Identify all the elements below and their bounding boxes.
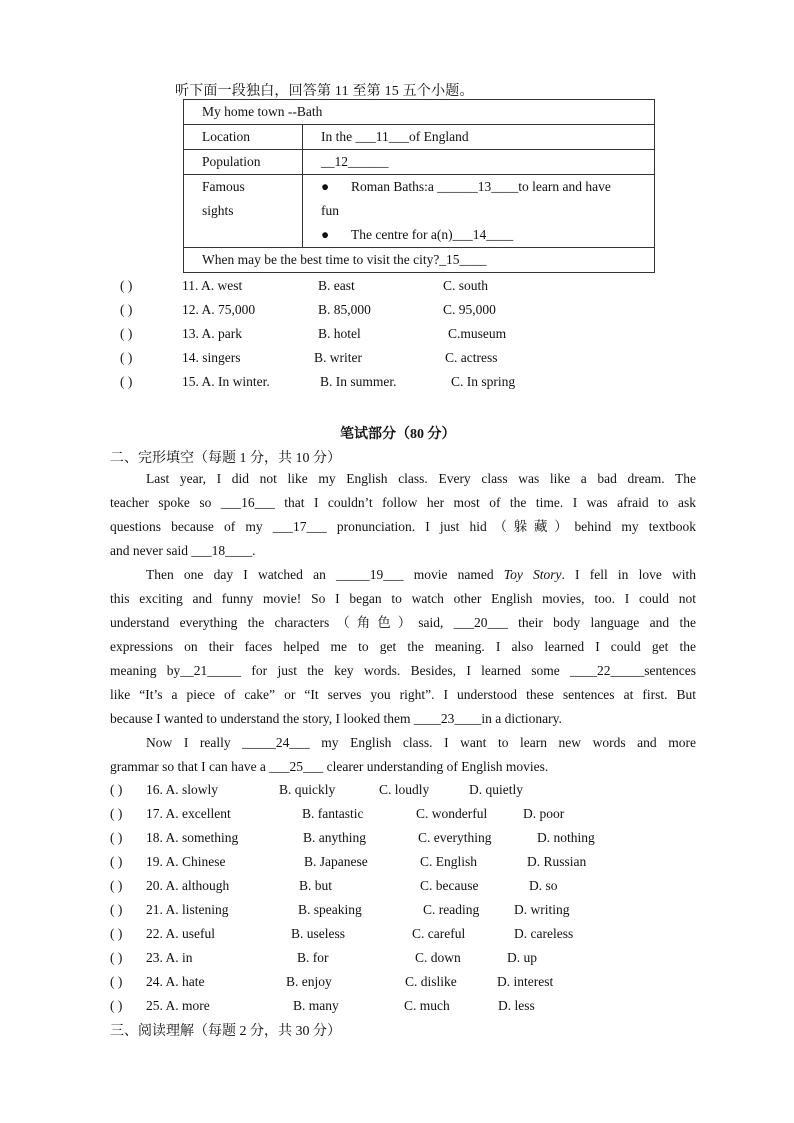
option-c: C. wonderful [416,806,488,821]
option-c: C. careful [412,926,466,941]
option-d: D. quietly [469,782,523,797]
option-b: B. writer [314,350,362,365]
answer-blank[interactable]: ( ) [110,926,123,941]
option-d: D. nothing [537,830,595,845]
option-d: D. interest [497,974,554,989]
passage-line: like “It’s a piece of cake” or “It serves you right”. I understood these sentences at first. But [110,687,696,702]
option-b: B. In summer. [320,374,397,389]
option-c: C. everything [418,830,492,845]
p2-end: . I fell in love with [561,567,696,582]
option-b: B. 85,000 [318,302,371,317]
cloze-heading: 二、完形填空（每题 1 分，共 10 分） [110,451,341,466]
option-d: D. up [507,950,537,965]
option-c: C. dislike [405,974,457,989]
question-stem: 25. A. more [146,998,210,1013]
question-stem: 17. A. excellent [146,806,231,821]
answer-blank[interactable]: ( ) [110,830,123,845]
location-value: In the ___11___of England [303,125,655,150]
question-stem: 11. A. west [182,278,243,293]
question-stem: 23. A. in [146,950,193,965]
answer-blank[interactable]: ( ) [110,806,123,821]
population-value: __12______ [303,150,655,175]
answer-blank[interactable]: ( ) [110,782,123,797]
question-stem: 21. A. listening [146,902,229,917]
population-label: Population [184,150,303,175]
question-stem: 24. A. hate [146,974,205,989]
option-b: B. anything [303,830,366,845]
answer-blank[interactable]: ( ) [110,878,123,893]
option-c: C. down [415,950,461,965]
passage-line: understand everything the characters（角色）said, ___20___ their body language and the [110,615,696,630]
table-title: My home town --Bath [184,100,655,125]
question-stem: 15. A. In winter. [182,374,270,389]
famous-line-3: The centre for a(n)___14____ [351,227,514,242]
option-c: C. actress [445,350,498,365]
question-stem: 19. A. Chinese [146,854,226,869]
bullet-icon: ● [321,179,330,194]
option-c: C. reading [423,902,480,917]
question-stem: 22. A. useful [146,926,215,941]
answer-blank[interactable]: ( ) [110,854,123,869]
answer-blank[interactable]: ( ) [120,278,133,293]
option-c: C. English [420,854,478,869]
location-label: Location [184,125,303,150]
question-stem: 20. A. although [146,878,230,893]
passage-line-movie [110,563,696,587]
famous-sights-value [303,175,655,248]
option-d: D. poor [523,806,565,821]
question-stem: 12. A. 75,000 [182,302,256,317]
passage-line: meaning by__21_____ for just the key words. Besides, I learned some ____22_____sentences [110,663,696,678]
hometown-info-table [183,99,655,273]
famous-line-2: fun [321,203,339,218]
passage-line: expressions on their faces helped me to get the meaning. I also learned I could get the [110,639,696,654]
option-c: C. much [404,998,450,1013]
question-stem: 16. A. slowly [146,782,219,797]
answer-blank[interactable]: ( ) [120,350,133,365]
option-c: C. 95,000 [443,302,496,317]
answer-blank[interactable]: ( ) [110,974,123,989]
famous-label-line1: Famous [202,179,245,194]
movie-title: Toy Story [503,567,562,582]
option-b: B. east [318,278,355,293]
option-b: B. enjoy [286,974,332,989]
question-stem: 13. A. park [182,326,242,341]
option-c: C. south [443,278,489,293]
option-d: D. so [529,878,558,893]
answer-blank[interactable]: ( ) [110,950,123,965]
option-c: C.museum [448,326,507,341]
question-stem: 14. singers [182,350,241,365]
option-d: D. Russian [527,854,587,869]
passage-line: Now I really _____24___ my English class. I want to learn new words and more [146,735,696,750]
listening-instructions: 听下面一段独白，回答第 11 至第 15 五个小题。 [175,84,474,99]
option-b: B. but [299,878,333,893]
option-c: C. loudly [379,782,430,797]
p2-start: Then one day I watched an _____19___ movie named [146,567,504,582]
answer-blank[interactable]: ( ) [110,998,123,1013]
passage-line: questions because of my ___17___ pronunciation. I just hid（躲藏）behind my textbook [110,519,696,534]
reading-heading: 三、阅读理解（每题 2 分，共 30 分） [110,1024,341,1039]
option-d: D. less [498,998,535,1013]
answer-blank[interactable]: ( ) [120,302,133,317]
written-section-title: 笔试部分（80 分） [340,427,456,442]
famous-line-1: Roman Baths:a ______13____to learn and have [351,179,611,194]
option-b: B. useless [291,926,345,941]
cloze-passage [110,467,696,779]
famous-label-line2: sights [202,203,234,218]
option-c: C. because [420,878,479,893]
passage-line: grammar so that I can have a ___25___ clearer understanding of English movies. [110,759,549,774]
option-b: B. speaking [298,902,362,917]
option-d: D. writing [514,902,570,917]
passage-line: teacher spoke so ___16___ that I couldn’t follow her most of the time. I was afraid to ask [110,495,696,510]
table-question: When may be the best time to visit the city?_15____ [184,248,655,273]
passage-line: this exciting and funny movie! So I began to watch other English movies, too. I could not [110,591,696,606]
question-stem: 18. A. something [146,830,239,845]
option-d: D. careless [514,926,574,941]
passage-line: Last year, I did not like my English class. Every class was like a bad dream. The [146,471,696,486]
option-b: B. many [293,998,339,1013]
answer-blank[interactable]: ( ) [120,326,133,341]
option-c: C. In spring [451,374,516,389]
bullet-icon: ● [321,227,330,242]
passage-line: because I wanted to understand the story, I looked them ____23____in a dictionary. [110,711,562,726]
option-b: B. quickly [279,782,336,797]
option-b: B. hotel [318,326,361,341]
famous-sights-label [184,175,303,248]
option-b: B. Japanese [304,854,368,869]
option-b: B. for [297,950,329,965]
answer-blank[interactable]: ( ) [120,374,133,389]
answer-blank[interactable]: ( ) [110,902,123,917]
option-b: B. fantastic [302,806,364,821]
passage-line: and never said ___18____. [110,543,256,558]
